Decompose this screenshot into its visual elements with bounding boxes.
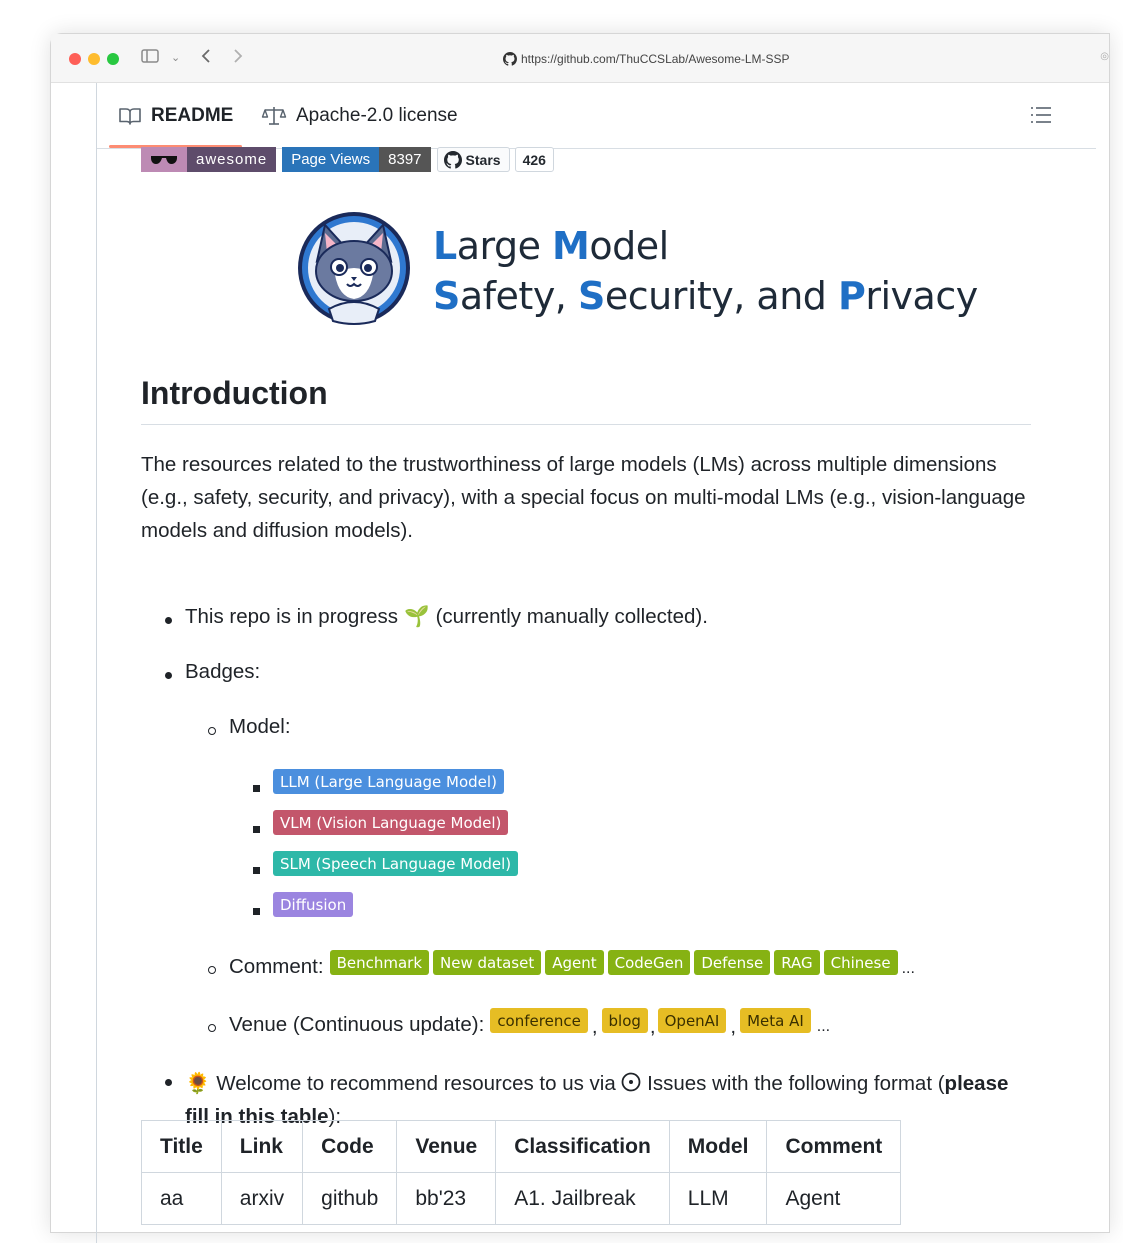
vlm-tag[interactable]: VLM (Vision Language Model) (273, 810, 508, 835)
list-item-tag-diffusion (273, 892, 353, 917)
badges-row (141, 147, 554, 175)
list-item-tag-slm (273, 851, 518, 876)
list-item-tag-vlm (273, 810, 508, 835)
codegen-tag[interactable]: CodeGen (608, 950, 691, 975)
address-bar[interactable] (503, 48, 1123, 70)
list-item-model: Model: (229, 715, 291, 738)
browser-titlebar (51, 34, 1109, 83)
bullet (165, 672, 172, 679)
outline-menu-icon[interactable] (1030, 105, 1052, 130)
table-cell: LLM (669, 1173, 767, 1225)
bullet (165, 617, 172, 624)
table-header-cell: Comment (767, 1121, 901, 1173)
bullet (208, 1024, 216, 1032)
table-cell: bb'23 (397, 1173, 496, 1225)
table-cell: A1. Jailbreak (496, 1173, 670, 1225)
slm-tag[interactable]: SLM (Speech Language Model) (273, 851, 518, 876)
minimize-window-button[interactable] (88, 53, 100, 65)
stars-label: Stars (465, 151, 501, 168)
bullet (253, 867, 260, 874)
openai-tag[interactable]: OpenAI (658, 1008, 727, 1033)
bullet (253, 826, 260, 833)
table-header-cell: Code (303, 1121, 397, 1173)
list-item-comment: Comment: Benchmark New dataset Agent CodeGen Defense RAG Chinese ... (229, 950, 915, 975)
list-item-venue: Venue (Continuous update): conference , blog , OpenAI , Meta AI ... (229, 1008, 830, 1033)
back-icon[interactable] (201, 48, 211, 70)
sunflower-icon: 🌻 (185, 1072, 211, 1095)
agent-tag[interactable]: Agent (545, 950, 603, 975)
readme-header (97, 83, 1096, 149)
page-views-label: Page Views (282, 147, 379, 172)
title-line-1: Large Model (433, 224, 669, 268)
defense-tag[interactable]: Defense (694, 950, 770, 975)
github-icon (444, 151, 462, 169)
blog-tag[interactable]: blog (602, 1008, 648, 1033)
benchmark-tag[interactable]: Benchmark (330, 950, 429, 975)
browser-window (50, 33, 1110, 1233)
close-window-button[interactable] (69, 53, 81, 65)
cat-logo (295, 209, 413, 332)
meta-ai-tag[interactable]: Meta AI (740, 1008, 811, 1033)
stars-label-box (437, 147, 510, 172)
book-icon (119, 107, 141, 125)
diffusion-tag[interactable]: Diffusion (273, 892, 353, 917)
conference-tag[interactable]: conference (490, 1008, 588, 1033)
table-header-row (142, 1121, 901, 1173)
readme-label: README (151, 105, 234, 126)
forward-icon[interactable] (233, 48, 243, 70)
table-row (142, 1173, 901, 1225)
list-item-tag-llm (273, 769, 504, 794)
bullet (208, 727, 216, 735)
sidebar-toggle-icon[interactable] (141, 48, 159, 70)
sunglasses-icon (141, 147, 187, 172)
awesome-badge[interactable] (141, 147, 276, 172)
chevron-down-icon[interactable]: ⌄ (171, 52, 181, 64)
rag-tag[interactable]: RAG (774, 950, 819, 975)
bullet (253, 908, 260, 915)
url-text: https://github.com/ThuCCSLab/Awesome-LM-SSP (521, 52, 790, 66)
table-header-cell: Classification (496, 1121, 670, 1173)
new-dataset-tag[interactable]: New dataset (433, 950, 541, 975)
page-views-value: 8397 (379, 147, 430, 172)
stars-count: 426 (515, 147, 554, 172)
heading-divider (141, 424, 1031, 425)
table-header-cell: Model (669, 1121, 767, 1173)
table-header-cell: Venue (397, 1121, 496, 1173)
awesome-badge-label: awesome (187, 147, 276, 172)
reader-icon[interactable]: ◎ (1100, 51, 1109, 62)
format-table (141, 1120, 901, 1225)
llm-tag[interactable]: LLM (Large Language Model) (273, 769, 504, 794)
list-item-welcome: 🌻 Welcome to recommend resources to us via Issues with the following format (please fill in this table): (185, 1072, 1009, 1128)
title-line-2: Safety, Security, and Privacy (433, 274, 978, 318)
github-stars-badge[interactable] (437, 147, 554, 172)
table-cell: aa (142, 1173, 222, 1225)
seedling-icon: 🌱 (404, 605, 430, 628)
tab-readme[interactable] (119, 105, 233, 127)
zoom-window-button[interactable] (107, 53, 119, 65)
introduction-paragraph: The resources related to the trustworthiness of large models (LMs) across multiple dimensions (e.g., safety, security, and privacy), with a special focus on multi-modal LMs (e.g., vision-language models and diffusion models). (141, 453, 1026, 542)
chinese-tag[interactable]: Chinese (824, 950, 898, 975)
bullet (208, 966, 216, 974)
tab-license[interactable] (262, 105, 458, 127)
list-item-progress: This repo is in progress 🌱 (currently manually collected). (185, 605, 708, 628)
bullet (165, 1079, 172, 1086)
license-label: Apache-2.0 license (296, 105, 458, 126)
list-item-badges: Badges: (185, 660, 261, 683)
introduction-heading: Introduction (141, 375, 328, 411)
page-views-badge[interactable] (282, 147, 430, 172)
table-cell: github (303, 1173, 397, 1225)
readme-container (96, 83, 1096, 1243)
table-cell: Agent (767, 1173, 901, 1225)
project-title (433, 221, 978, 321)
table-cell: arxiv (221, 1173, 302, 1225)
github-icon (503, 52, 517, 66)
table-header-cell: Title (142, 1121, 222, 1173)
table-header-cell: Link (221, 1121, 302, 1173)
issue-opened-icon[interactable] (621, 1072, 641, 1092)
law-icon (262, 106, 286, 126)
bullet (253, 785, 260, 792)
